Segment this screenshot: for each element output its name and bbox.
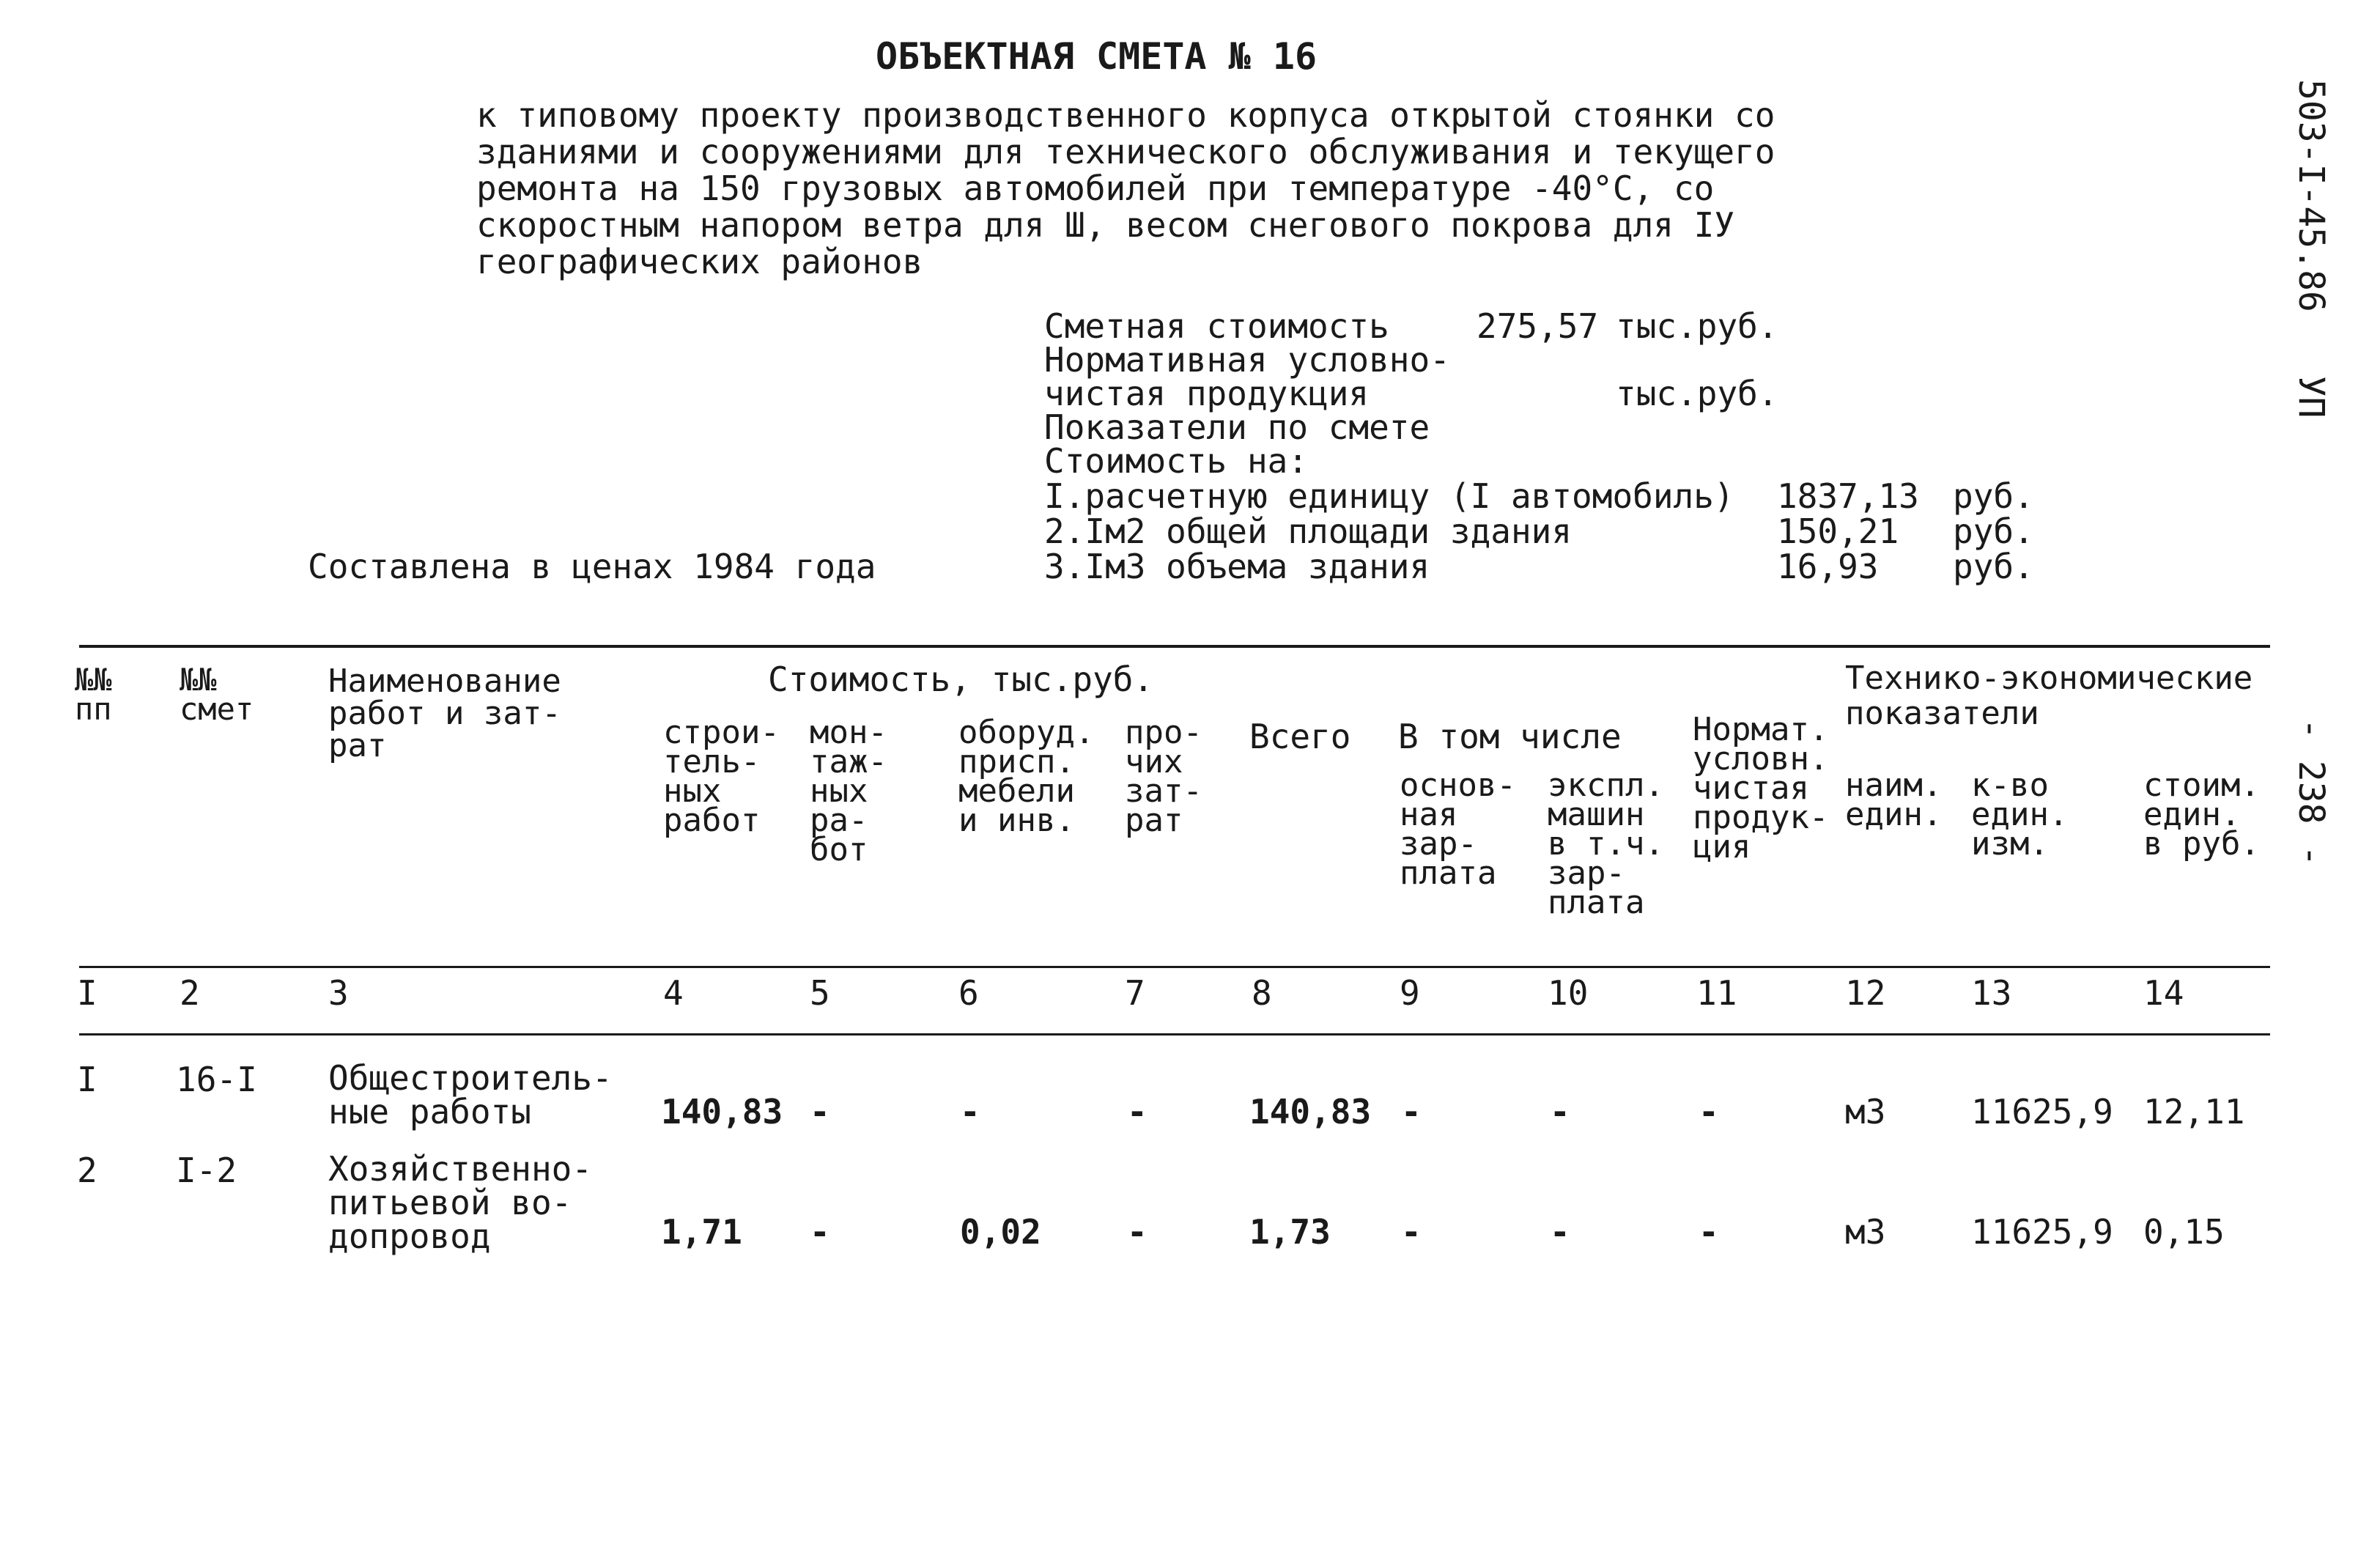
- column-numbers-rule: [79, 1033, 2270, 1035]
- norm-label: чистая продукция: [1044, 374, 1370, 413]
- row-normative-product: -: [1699, 1212, 1719, 1252]
- row-normative-product: -: [1699, 1092, 1719, 1131]
- column-number: 7: [1125, 973, 1145, 1013]
- row-unit-quantity: 11625,9: [1971, 1092, 2113, 1131]
- header-other: про- чих зат- рат: [1125, 714, 1202, 839]
- header-unit-cost: стоим. един. в руб.: [2143, 767, 2260, 863]
- row-equipment-cost: -: [960, 1092, 980, 1131]
- indicator-value: 16,93: [1777, 547, 1879, 586]
- row-unit-quantity: 11625,9: [1971, 1212, 2113, 1252]
- row-other-cost: -: [1127, 1092, 1148, 1131]
- cost-on-label: Стоимость на:: [1044, 441, 1309, 481]
- row-total-cost: 140,83: [1249, 1092, 1372, 1131]
- row-unit-cost: 12,11: [2143, 1092, 2245, 1131]
- row-other-cost: -: [1127, 1212, 1148, 1252]
- row-work-name: Общестроитель- ные работы: [328, 1058, 613, 1131]
- column-number: 2: [180, 973, 200, 1013]
- indicator-value: 150,21: [1777, 512, 1899, 551]
- header-unit-name: наим. един.: [1845, 767, 1943, 833]
- indicator-value: 1837,13: [1777, 476, 1919, 516]
- indicator-label: 2.Iм2 общей площади здания: [1044, 512, 1572, 551]
- row-number: 2: [77, 1151, 97, 1190]
- row-installation-cost: -: [810, 1092, 830, 1131]
- cost-value: 275,57: [1477, 306, 1599, 346]
- row-number: I: [77, 1060, 97, 1099]
- subtitle-line: скоростным напором ветра для Ш, весом снегового покрова для IУ: [476, 205, 1735, 245]
- header-rule: [79, 966, 2270, 968]
- indicator-unit: руб.: [1953, 476, 2034, 516]
- header-unit-quantity: к-во един. изм.: [1971, 767, 2069, 863]
- row-unit-cost: 0,15: [2143, 1212, 2225, 1252]
- column-number: 3: [328, 973, 349, 1013]
- column-number: 12: [1845, 973, 1886, 1013]
- norm-label: Нормативная условно-: [1044, 340, 1450, 380]
- cost-label: Сметная стоимость: [1044, 306, 1389, 346]
- indicator-label: 3.Iм3 объема здания: [1044, 547, 1430, 586]
- row-construction-cost: 1,71: [661, 1212, 742, 1252]
- column-number: 14: [2143, 973, 2184, 1013]
- row-equipment-cost: 0,02: [960, 1212, 1041, 1252]
- subtitle-line: ремонта на 150 грузовых автомобилей при температуре -40°C, со: [476, 169, 1715, 208]
- header-including: В том числе: [1398, 717, 1622, 756]
- header-installation: мон- таж- ных ра- бот: [810, 714, 887, 868]
- column-number: 9: [1400, 973, 1420, 1013]
- row-work-name: Хозяйственно- питьевой во- допровод: [328, 1149, 593, 1256]
- row-machine-operation: -: [1550, 1212, 1570, 1252]
- table-top-rule: [79, 645, 2270, 648]
- header-estimate-number: №№ смет: [180, 662, 254, 727]
- document-code: 503-I-45.86 УП: [2291, 79, 2332, 418]
- header-total: Всего: [1249, 717, 1351, 756]
- row-installation-cost: -: [810, 1212, 830, 1252]
- header-construction: строи- тель- ных работ: [663, 714, 780, 839]
- page-number: - 238 -: [2291, 718, 2332, 867]
- cost-unit: тыс.руб.: [1616, 306, 1778, 346]
- row-machine-operation: -: [1550, 1092, 1570, 1131]
- column-number: 11: [1696, 973, 1737, 1013]
- column-number: 6: [958, 973, 979, 1013]
- document-title: ОБЪЕКТНАЯ СМЕТА № 16: [876, 35, 1318, 78]
- row-total-cost: 1,73: [1249, 1212, 1331, 1252]
- column-number: 5: [810, 973, 830, 1013]
- column-number: 4: [663, 973, 684, 1013]
- row-unit-name: м3: [1845, 1092, 1886, 1131]
- row-unit-name: м3: [1845, 1212, 1886, 1252]
- header-equipment: оборуд. присп. мебели и инв.: [958, 714, 1095, 839]
- norm-unit: тыс.руб.: [1616, 374, 1778, 413]
- row-estimate-number: 16-I: [176, 1060, 257, 1099]
- indicators-label: Показатели по смете: [1044, 407, 1430, 447]
- column-number: 13: [1971, 973, 2012, 1013]
- header-row-number: №№ пп: [75, 662, 112, 727]
- row-base-salary: -: [1401, 1212, 1422, 1252]
- subtitle-line: географических районов: [476, 242, 923, 281]
- row-construction-cost: 140,83: [661, 1092, 783, 1131]
- subtitle-line: к типовому проекту производственного корпуса открытой стоянки со: [476, 95, 1775, 135]
- subtitle-line: зданиями и сооружениями для технического обслуживания и текущего: [476, 132, 1775, 171]
- indicator-unit: руб.: [1953, 547, 2034, 586]
- indicator-unit: руб.: [1953, 512, 2034, 551]
- header-cost-group: Стоимость, тыс.руб.: [768, 660, 1154, 699]
- header-normative-product: Нормат. условн. чистая продук- ция: [1693, 711, 1829, 865]
- indicator-label: I.расчетную единицу (I автомобиль): [1044, 476, 1734, 516]
- prices-note: Составлена в ценах 1984 года: [308, 547, 876, 586]
- header-work-name: Наименование работ и зат- рат: [328, 662, 561, 764]
- header-base-salary: основ- ная зар- плата: [1400, 767, 1516, 892]
- header-machine-operation: экспл. машин в т.ч. зар- плата: [1548, 767, 1664, 921]
- row-estimate-number: I-2: [176, 1151, 237, 1190]
- header-tech-group: Технико-экономические показатели: [1845, 660, 2253, 732]
- column-number: 8: [1252, 973, 1272, 1013]
- column-number: 10: [1548, 973, 1589, 1013]
- column-number: I: [77, 973, 97, 1013]
- row-base-salary: -: [1401, 1092, 1422, 1131]
